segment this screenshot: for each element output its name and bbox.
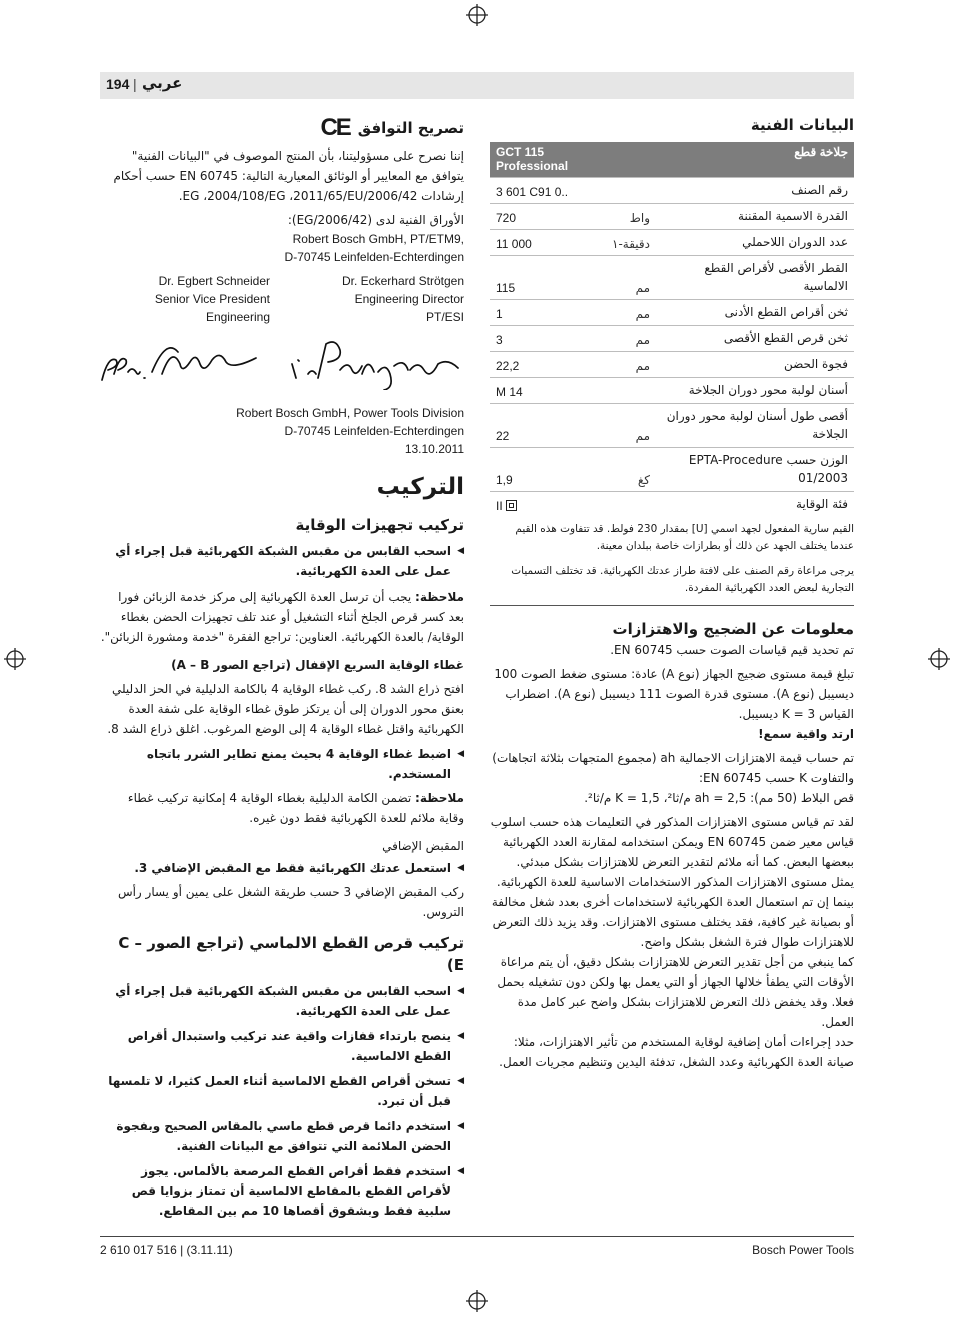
page-number: 194 xyxy=(106,76,130,92)
noise-p6: يمثل مستوى الاهتزازات المذكور الاستخدامات الاساسية للعدة الكهربائية. بينما إن تم استعمال العدة الكهربائية لاستخدامات أخرى بعدد شغل مخالفة أو بصيانة غير كافية، فقد يختلف مستوى الاهتزازات. وقد يزيد ذلك التعرض للاهتزازات طوال فترة الشغل بشكل واضح. xyxy=(491,875,854,949)
tech-docs-company: Robert Bosch GmbH, PT/ETM9, xyxy=(292,232,464,246)
declaration-date: 13.10.2011 xyxy=(404,442,464,456)
protection-class-cell xyxy=(490,492,596,518)
specs-footnote-1: القيم سارية المفعول لجهد اسمي [U] بمقدار 230 فولط. قد تتفاوت هذه القيم عندما يختلف الجهد عن ذلك أو بطرازات خاصة ببلدان معينة. xyxy=(515,523,854,552)
spec-unit: مم xyxy=(596,256,656,300)
spec-label: رقم الصنف xyxy=(656,178,854,204)
specs-divider xyxy=(490,605,854,606)
table-row xyxy=(490,230,854,256)
quick-note-label: ملاحظة: xyxy=(415,791,464,805)
spec-unit: مم xyxy=(596,300,656,326)
spec-unit: مم xyxy=(596,352,656,378)
noise-p1: تم تحديد قيم قياسات الصوت حسب EN 60745. xyxy=(610,643,854,657)
page-header xyxy=(100,72,854,99)
signers xyxy=(100,272,464,390)
table-row xyxy=(490,352,854,378)
handle-body: ركب المقبض الإضافي 3 حسب طريقة الشغل على يمين أو يسار رأس التروس. xyxy=(117,885,464,919)
tech-docs-block xyxy=(100,210,464,266)
specs-head-model xyxy=(490,142,596,178)
table-row xyxy=(490,378,854,404)
declaration-title: تصريح التوافق xyxy=(357,119,464,137)
signer1-name: Dr. Eckerhard Strötgen xyxy=(341,274,464,288)
signature-schneider xyxy=(100,334,270,390)
table-row xyxy=(490,404,854,448)
table-row xyxy=(490,448,854,492)
spec-unit: واط xyxy=(596,204,656,230)
quick-guard-body: افتح ذراع الشد 8. ركب غطاء الوقاية 4 بالكامة الدليلية في الحز الدليلي بعنق محور الدوران إلى أن يرتكز طوق غطاء الوقاية على شفة العدة الكهربائية واقتل غطاء الوقاية 4 إلى الوضع المرغوب. اغلق ذراع الشد 8. xyxy=(107,682,464,736)
spec-label: ثخن أقراص القطع الأدنى xyxy=(656,300,854,326)
table-row xyxy=(490,178,854,204)
tech-docs-city: D-70745 Leinfelden-Echterdingen xyxy=(284,250,464,264)
spec-label: القطر الأقصى لأقراص القطع الالماسية xyxy=(656,256,854,300)
spec-unit: كغ xyxy=(596,448,656,492)
table-row xyxy=(490,204,854,230)
table-row xyxy=(490,326,854,352)
spec-unit xyxy=(596,492,656,518)
guard-note xyxy=(100,587,464,647)
table-row xyxy=(490,256,854,300)
table-row xyxy=(490,492,854,518)
quick-guard-title: غطاء الوقاية السريع الإقفال (تراجع الصور A – B) xyxy=(171,658,464,672)
registration-mark-right xyxy=(928,648,950,670)
signer2-title: Senior Vice President xyxy=(154,292,270,306)
spec-label: ثخن قرص القطع الأقصى xyxy=(656,326,854,352)
spec-label: فئة الوقاية xyxy=(796,497,848,511)
ce-mark-icon: CE xyxy=(320,114,350,141)
specs-head-label: جلاخة قطع xyxy=(656,142,854,178)
spec-value: M 14 xyxy=(490,378,596,404)
declaration-body: إننا نصرح على مسؤوليتنا، بأن المنتج الموصوف في "البيانات الفنية" يتوافق مع المعايير أو الوثائق المعيارية التالية: EN 60745 حسب أحكام إرشادات 2006/42/EG ،2004/108/EG ،2011/65/EU. xyxy=(113,149,464,203)
spec-value: 11 000 xyxy=(490,230,596,256)
spec-value: 3 xyxy=(490,326,596,352)
spec-value: 22 xyxy=(490,404,596,448)
signer1-title: Engineering Director xyxy=(354,292,464,306)
spec-value: 3 601 C91 0.. xyxy=(490,178,596,204)
footer-brand: Bosch Power Tools xyxy=(752,1243,854,1257)
header-language: عربي xyxy=(142,74,183,92)
handle-title: المقبض الإضافي xyxy=(382,839,464,853)
quick-guard-note xyxy=(100,788,464,828)
noise-p2: تبلغ قيمة مستوى ضجيج الجهاز (نوع A) عادة: مستوى ضغط الصوت 100 ديسيبل (نوع A). مستوى قدرة الصوت 111 ديسيبل (نوع A). اضطراب القياس K = 3 ديسيبل. xyxy=(494,667,854,721)
spec-value: 1,9 xyxy=(490,448,596,492)
spec-value: 22,2 xyxy=(490,352,596,378)
signer1-dept: PT/ESI xyxy=(425,310,464,324)
spec-label: أسنان لولبة محور دوران الجلاخة xyxy=(656,378,854,404)
spec-unit: مم xyxy=(596,326,656,352)
signer-strotgen xyxy=(288,272,464,390)
noise-p5: لقد تم قياس مستوى الاهتزازات المذكور في التعليمات هذه حسب اسلوب قياس معير ضمن EN 60745 ويمكن استخدامه لمقارنة العدد الكهربائية ببعضها البعض. كما أنه ملائم لتقدير التعرض للاهتزازات بشكل مبدئي. xyxy=(490,815,854,869)
noise-p7: كما ينبغي من أجل تقدير التعرض للاهتزازات بشكل دقيق، أن يتم مراعاة الأوقات التي يطفأ خلالها الجهاز أو التي يعمل بها ولكن دون تشغيله بحمل فعلا. وقد يخفض ذلك التعرض للاهتزازات بشكل واضح عبر كامل مدة العمل. xyxy=(497,955,854,1029)
spec-unit xyxy=(596,378,656,404)
header-separator: | xyxy=(133,76,137,92)
noise-p8: حدد إجراءات أمان إضافية لوقاية المستخدم من تأثير الاهتزازات، مثلا: صيانة العدة الكهربائية وعدد الشغل، تدفئة اليدين وتنظيم مجريات العمل. xyxy=(499,1035,854,1069)
spec-value: 1 xyxy=(490,300,596,326)
specs-head-model-2: Professional xyxy=(496,159,569,173)
quick-note-text: تضمن الكامة الدليلية بغطاء الوقاية 4 إمكانية تركيب غطاء وقاية ملائم للعدة الكهربائية فقط دون غيره. xyxy=(127,791,464,825)
disc-bullet-5: ◀ استخدم فقط أقراص القطع المرصعة بالألماس. يجوز لأقراص القطع بالمقاطع الالماسية أن تمتاز بزوايا قص سلبية فقط وبشقوق أقصاها 10 مم بين المقاطع. xyxy=(100,1161,464,1221)
guard-title: تركيب تجهيزات الوقاية xyxy=(295,516,464,534)
specs-head-model-1: GCT 115 xyxy=(496,145,545,159)
spec-label: عدد الدوران اللاحملي xyxy=(656,230,854,256)
footer-divider xyxy=(100,1236,854,1237)
disc-title: تركيب قرص القطع الالماسي (تراجع الصور C – E) xyxy=(118,934,464,974)
noise-warning: ارتد واقية سمع! xyxy=(758,727,854,741)
company-block xyxy=(100,404,464,458)
assembly-title: التركيب xyxy=(376,474,464,500)
double-insulation-icon xyxy=(506,500,517,511)
tech-docs-line: الأوراق الفنية لدى (2006/42/EG): xyxy=(287,213,464,227)
spec-unit xyxy=(596,178,656,204)
specs-title: البيانات الفنية xyxy=(750,116,854,134)
disc-bullet-3: ◀ تسخن أقراص القطع الالماسية أثناء العمل كثيرا، لا تلمسها قبل أن تبرد. xyxy=(100,1071,464,1111)
signer2-name: Dr. Egbert Schneider xyxy=(158,274,270,288)
noise-p3: تم حساب قيمة الاهتزازات الاجمالية ah (مجموع المتجهات بثلاثة اتجاهات) والتفاوت K حسب EN 60745: xyxy=(492,751,854,785)
signature-strotgen xyxy=(288,334,464,390)
disc-bullet-2: ◀ ينصح بارتداء قفازات واقية عند تركيب واستبدال أقراص القطع الالماسية. xyxy=(100,1026,464,1066)
handle-bullet: ◀ استعمل عدتك الكهربائية فقط مع المقبض الإضافي 3. xyxy=(100,858,464,878)
spec-value: 720 xyxy=(490,204,596,230)
registration-mark-bottom xyxy=(466,1290,488,1312)
guard-note-label: ملاحظة: xyxy=(415,590,464,604)
spec-unit: دقيقة‏-١ xyxy=(596,230,656,256)
noise-p4: قص البلاط (50 مم): ah = 2,5 م/ثا²، K = 1,5 م/ثا². xyxy=(584,791,854,805)
registration-mark-left xyxy=(4,648,26,670)
specs-head-unit xyxy=(596,142,656,178)
spec-value: II xyxy=(496,499,503,513)
specs-table xyxy=(490,142,854,517)
disc-bullet-4: ◀ استخدم دائما قرص قطع ماسي بالمقاس الصحيح وبفجوة الحضن الملائمة التي تتوافق مع البيانات الفنية. xyxy=(100,1116,464,1156)
registration-mark-top xyxy=(466,4,488,26)
guard-bullet-1: ◀ اسحب القابس من مقبس الشبكة الكهربائية قبل إجراء أي عمل على العدة الكهربائية. xyxy=(100,541,464,581)
spec-label: القدرة الاسمية المقننة xyxy=(656,204,854,230)
guard-note-text: يجب أن ترسل العدة الكهربائية إلى مركز خدمة الزبائن فورا بعد كسر قرص الجلخ أثناء التشغيل أو عند تلف تجهيزات الحضن بغطاء الوقاية/ بالعدة الكهربائية. العناوين: تراجع الفقرة "خدمة ومشورة الزبائن". xyxy=(100,590,464,644)
noise-title: معلومات عن الضجيج والاهتزازات xyxy=(612,620,854,638)
specs-header-row xyxy=(490,142,854,178)
spec-label: أقصى طول أسنان لولبة محور دوران الجلاخة xyxy=(656,404,854,448)
footer-doc-number: 2 610 017 516 | (3.11.11) xyxy=(100,1243,233,1257)
company-city: D-70745 Leinfelden-Echterdingen xyxy=(284,424,464,438)
left-column xyxy=(100,114,464,1221)
declaration-heading xyxy=(100,114,464,142)
spec-label: فجوة الحضن xyxy=(656,352,854,378)
right-column xyxy=(490,114,854,1072)
specs-footnote-2: يرجى مراعاة رقم الصنف على لافتة طراز عدتك الكهربائية. قد تختلف التسميات التجارية لبعض العدد الكهربائية المفردة. xyxy=(511,565,854,594)
disc-bullet-1: ◀ اسحب القابس من مقبس الشبكة الكهربائية قبل إجراء أي عمل على العدة الكهربائية. xyxy=(100,981,464,1021)
table-row xyxy=(490,300,854,326)
spec-value: 115 xyxy=(490,256,596,300)
spec-label: الوزن حسب EPTA-Procedure 01/2003 xyxy=(656,448,854,492)
quick-guard-bullet: ◀ اضبط غطاء الوقاية 4 بحيث يمنع تطاير الشرر باتجاه المستخدم. xyxy=(100,744,464,784)
signer-schneider xyxy=(100,272,270,390)
company-name: Robert Bosch GmbH, Power Tools Division xyxy=(236,406,464,420)
spec-unit: مم xyxy=(596,404,656,448)
signer2-dept: Engineering xyxy=(205,310,270,324)
